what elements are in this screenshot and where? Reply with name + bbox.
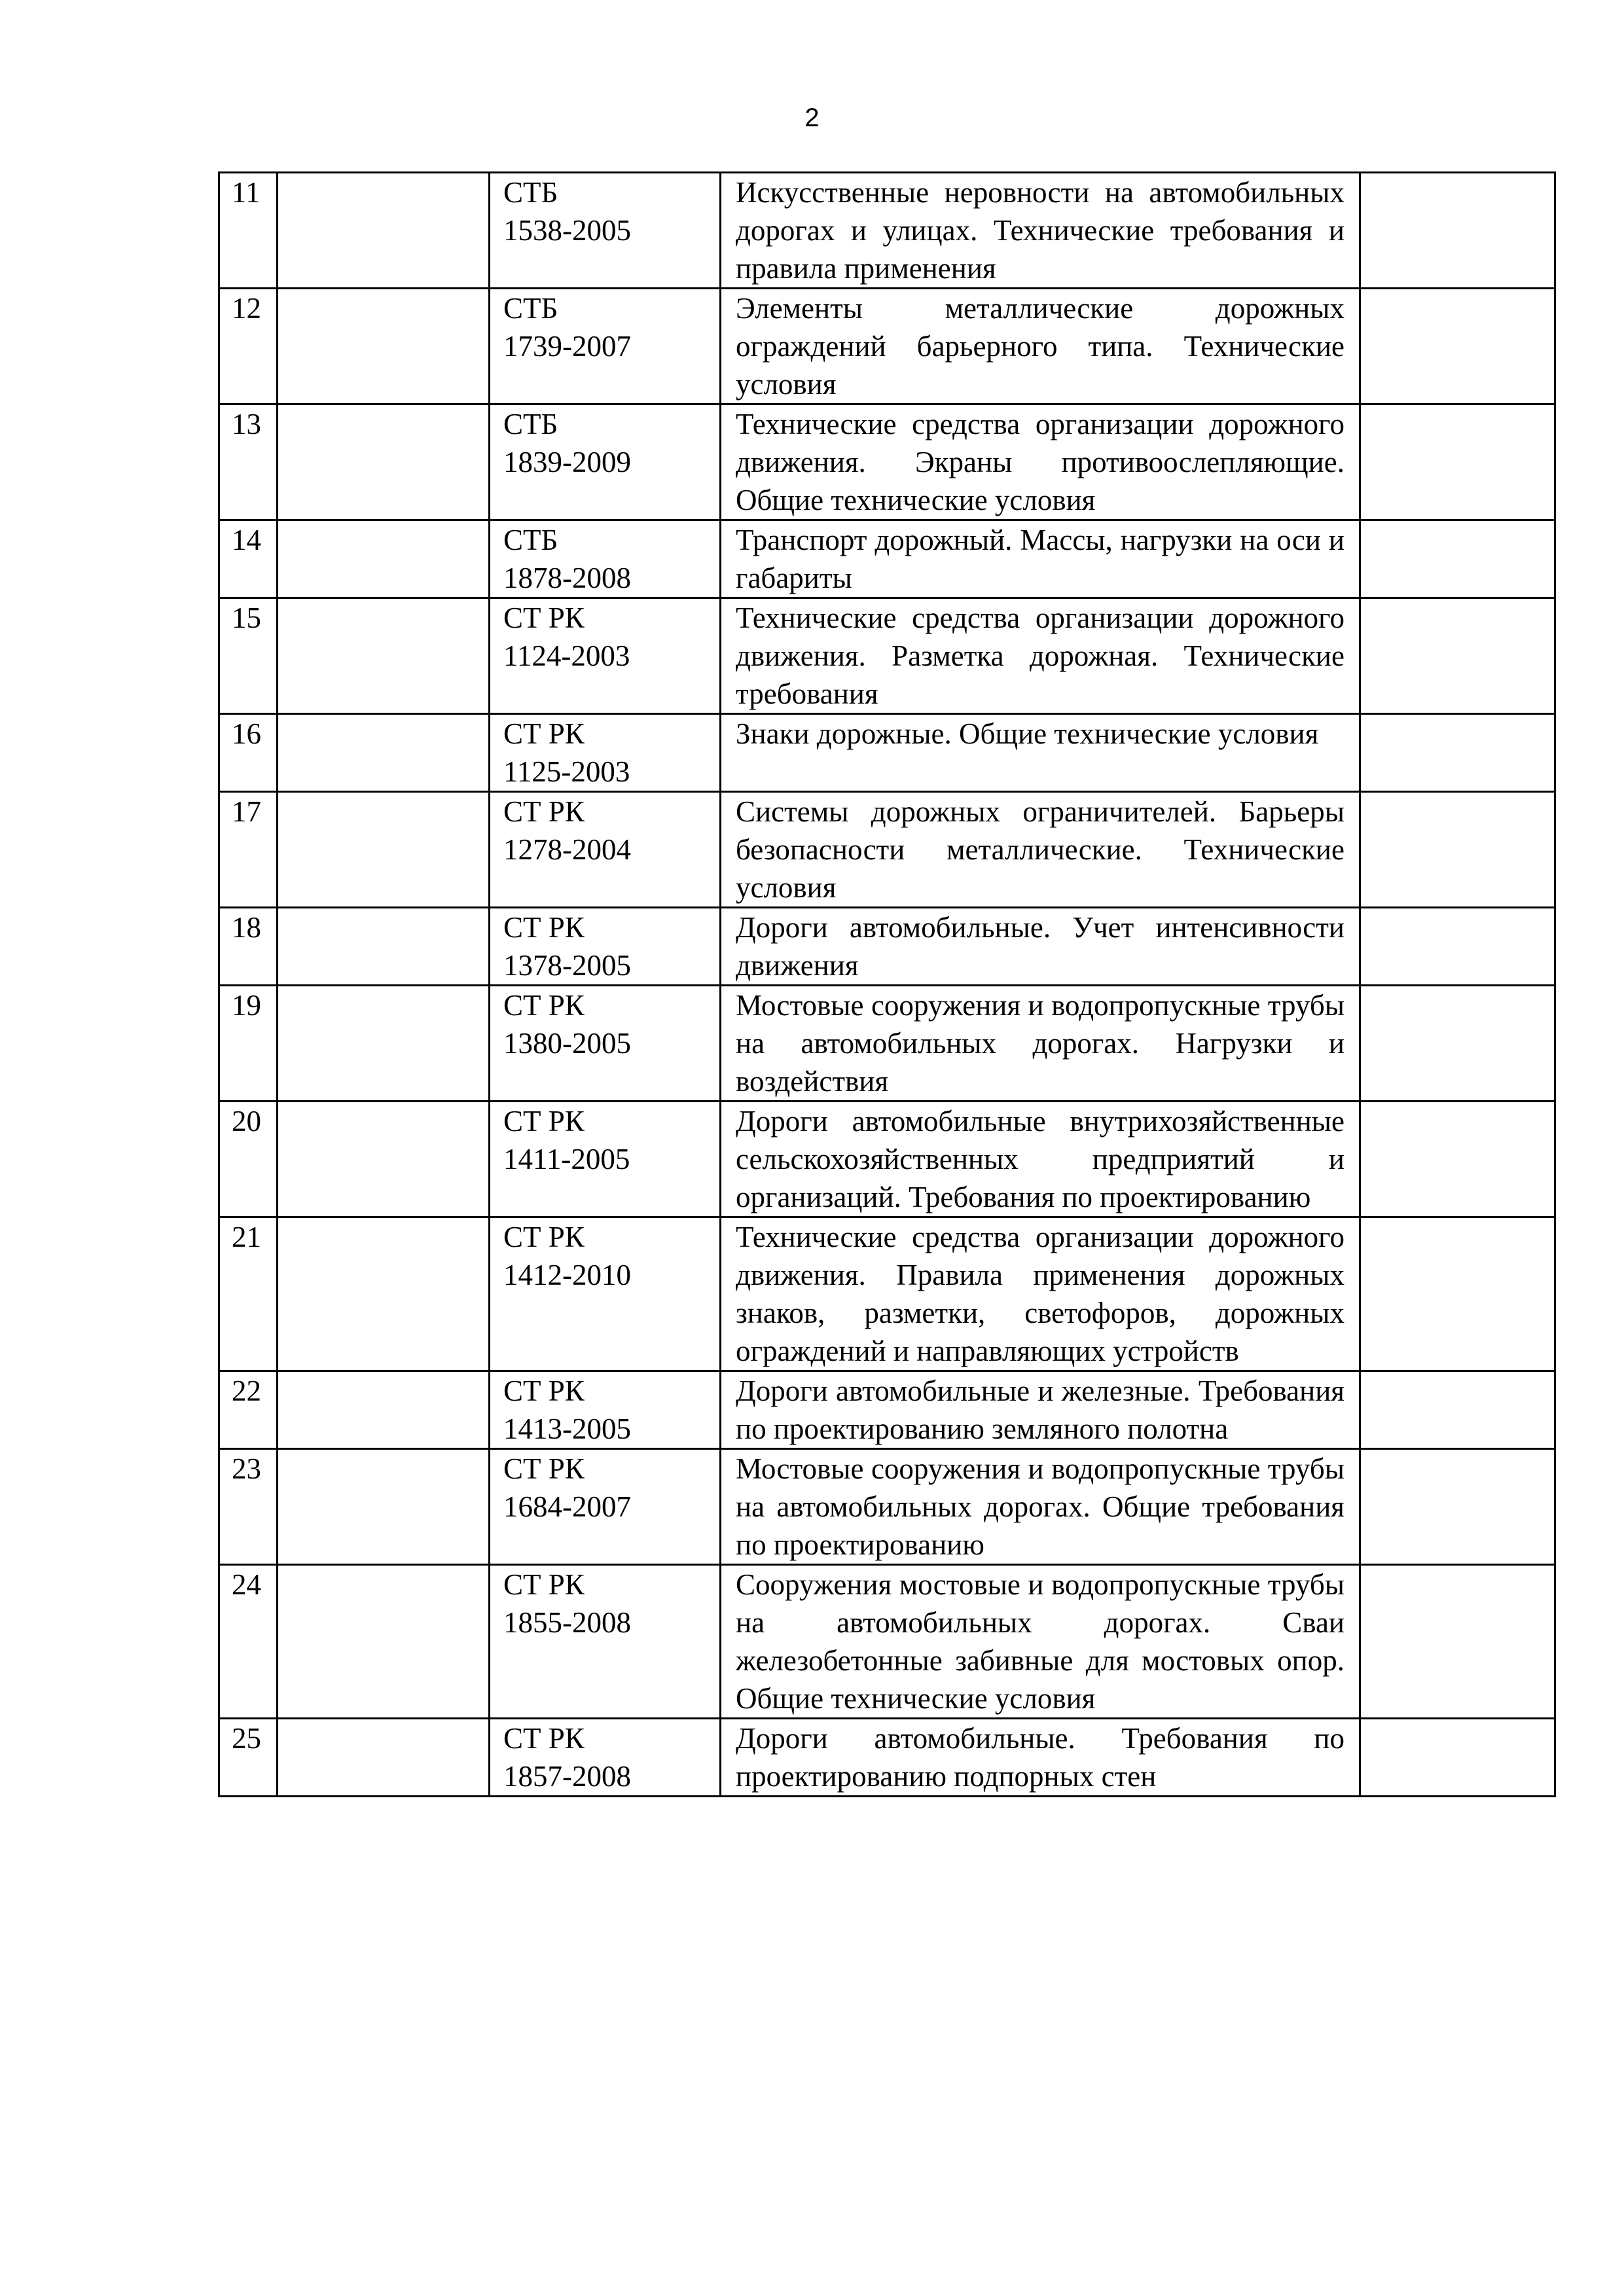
standard-code-number: 1413-2005: [503, 1412, 631, 1445]
row-number: 21: [219, 1217, 278, 1371]
row-number: 16: [219, 714, 278, 792]
empty-cell: [278, 1371, 490, 1449]
row-number: 25: [219, 1719, 278, 1797]
table-row: [219, 598, 1555, 714]
standard-code: [490, 173, 721, 289]
standard-title: Сооружения мостовые и водопропускные трубы на автомобильных дорогах. Сваи железобетонные забивные для мостовых опор. Общие технические условия: [721, 1565, 1360, 1719]
standard-title: Элементы металлические дорожных ограждений барьерного типа. Технические условия: [721, 289, 1360, 404]
standard-code: [490, 986, 721, 1102]
standard-code-prefix: СТБ: [503, 176, 558, 209]
standard-code: [490, 1217, 721, 1371]
empty-cell: [1360, 1217, 1555, 1371]
standard-code: [490, 520, 721, 598]
empty-cell: [1360, 792, 1555, 908]
table-row: [219, 1565, 1555, 1719]
standard-title: Технические средства организации дорожного движения. Экраны противоослепляющие. Общие технические условия: [721, 404, 1360, 520]
row-number: 20: [219, 1102, 278, 1217]
empty-cell: [1360, 1102, 1555, 1217]
standard-code: [490, 908, 721, 986]
standard-code-number: 1412-2010: [503, 1259, 631, 1291]
row-number: 12: [219, 289, 278, 404]
standard-code: [490, 1102, 721, 1217]
standard-title: Системы дорожных ограничителей. Барьеры безопасности металлические. Технические условия: [721, 792, 1360, 908]
standard-code-number: 1278-2004: [503, 833, 631, 866]
empty-cell: [278, 1217, 490, 1371]
standard-code-number: 1684-2007: [503, 1490, 631, 1523]
standards-table-body: [219, 173, 1555, 1797]
table-row: [219, 1217, 1555, 1371]
standard-code-number: 1857-2008: [503, 1760, 631, 1793]
row-number: 23: [219, 1449, 278, 1565]
empty-cell: [278, 792, 490, 908]
table-row: [219, 404, 1555, 520]
empty-cell: [278, 1565, 490, 1719]
standard-title: Мостовые сооружения и водопропускные трубы на автомобильных дорогах. Общие требования по проектированию: [721, 1449, 1360, 1565]
empty-cell: [278, 520, 490, 598]
empty-cell: [278, 714, 490, 792]
standard-code-prefix: СТ РК: [503, 601, 585, 634]
standard-title: Технические средства организации дорожного движения. Разметка дорожная. Технические требования: [721, 598, 1360, 714]
row-number: 19: [219, 986, 278, 1102]
standard-title: Дороги автомобильные и железные. Требования по проектированию земляного полотна: [721, 1371, 1360, 1449]
standard-code: [490, 598, 721, 714]
standard-code-number: 1380-2005: [503, 1027, 631, 1060]
table-row: [219, 714, 1555, 792]
standard-code-number: 1538-2005: [503, 214, 631, 247]
row-number: 13: [219, 404, 278, 520]
table-row: [219, 520, 1555, 598]
table-row: [219, 1719, 1555, 1797]
row-number: 11: [219, 173, 278, 289]
standard-code-prefix: СТ РК: [503, 1374, 585, 1407]
standard-title: Дороги автомобильные. Требования по проектированию подпорных стен: [721, 1719, 1360, 1797]
empty-cell: [1360, 1565, 1555, 1719]
standard-code-number: 1839-2009: [503, 446, 631, 478]
empty-cell: [278, 1449, 490, 1565]
empty-cell: [1360, 1371, 1555, 1449]
page-number: 2: [804, 103, 820, 132]
standard-code: [490, 1371, 721, 1449]
standard-code-prefix: СТ РК: [503, 989, 585, 1022]
empty-cell: [278, 289, 490, 404]
table-row: [219, 986, 1555, 1102]
row-number: 22: [219, 1371, 278, 1449]
standard-code-prefix: СТ РК: [503, 795, 585, 828]
standard-title: Искусственные неровности на автомобильных дорогах и улицах. Технические требования и правила применения: [721, 173, 1360, 289]
empty-cell: [1360, 289, 1555, 404]
empty-cell: [1360, 986, 1555, 1102]
standard-code-prefix: СТ РК: [503, 1568, 585, 1601]
standard-title: Технические средства организации дорожного движения. Правила применения дорожных знаков, разметки, светофоров, дорожных ограждений и направляющих устройств: [721, 1217, 1360, 1371]
empty-cell: [1360, 173, 1555, 289]
standard-code: [490, 1449, 721, 1565]
standard-title: Знаки дорожные. Общие технические условия: [721, 714, 1360, 792]
table-row: [219, 1102, 1555, 1217]
table-row: [219, 1449, 1555, 1565]
empty-cell: [278, 908, 490, 986]
standard-title: Дороги автомобильные внутрихозяйственные сельскохозяйственных предприятий и организаций. Требования по проектированию: [721, 1102, 1360, 1217]
standard-code-prefix: СТ РК: [503, 1105, 585, 1138]
empty-cell: [1360, 1449, 1555, 1565]
empty-cell: [278, 173, 490, 289]
table-row: [219, 1371, 1555, 1449]
empty-cell: [278, 1102, 490, 1217]
standard-code-prefix: СТБ: [503, 524, 558, 556]
table-row: [219, 173, 1555, 289]
standard-code-prefix: СТБ: [503, 292, 558, 325]
standard-code: [490, 714, 721, 792]
row-number: 17: [219, 792, 278, 908]
row-number: 24: [219, 1565, 278, 1719]
standard-code-prefix: СТ РК: [503, 717, 585, 750]
standard-title: Дороги автомобильные. Учет интенсивности движения: [721, 908, 1360, 986]
standard-code-number: 1125-2003: [503, 755, 630, 788]
empty-cell: [1360, 908, 1555, 986]
standard-code-number: 1739-2007: [503, 330, 631, 363]
empty-cell: [278, 598, 490, 714]
standard-title: Мостовые сооружения и водопропускные трубы на автомобильных дорогах. Нагрузки и воздействия: [721, 986, 1360, 1102]
standard-code-number: 1124-2003: [503, 639, 630, 672]
standard-code-prefix: СТБ: [503, 408, 558, 440]
standard-title: Транспорт дорожный. Массы, нагрузки на оси и габариты: [721, 520, 1360, 598]
empty-cell: [1360, 598, 1555, 714]
table-row: [219, 289, 1555, 404]
standard-code: [490, 1719, 721, 1797]
empty-cell: [1360, 1719, 1555, 1797]
standard-code-number: 1855-2008: [503, 1606, 631, 1639]
empty-cell: [278, 986, 490, 1102]
standard-code: [490, 289, 721, 404]
table-row: [219, 792, 1555, 908]
empty-cell: [278, 1719, 490, 1797]
standard-code-prefix: СТ РК: [503, 1221, 585, 1253]
standard-code-number: 1378-2005: [503, 949, 631, 982]
empty-cell: [278, 404, 490, 520]
table-row: [219, 908, 1555, 986]
empty-cell: [1360, 404, 1555, 520]
row-number: 14: [219, 520, 278, 598]
standards-table: [218, 171, 1556, 1797]
empty-cell: [1360, 714, 1555, 792]
standard-code-prefix: СТ РК: [503, 1722, 585, 1755]
standard-code: [490, 404, 721, 520]
row-number: 18: [219, 908, 278, 986]
standard-code-prefix: СТ РК: [503, 911, 585, 944]
standard-code-prefix: СТ РК: [503, 1452, 585, 1485]
standard-code: [490, 1565, 721, 1719]
standard-code: [490, 792, 721, 908]
empty-cell: [1360, 520, 1555, 598]
row-number: 15: [219, 598, 278, 714]
standard-code-number: 1878-2008: [503, 562, 631, 594]
standard-code-number: 1411-2005: [503, 1143, 630, 1175]
